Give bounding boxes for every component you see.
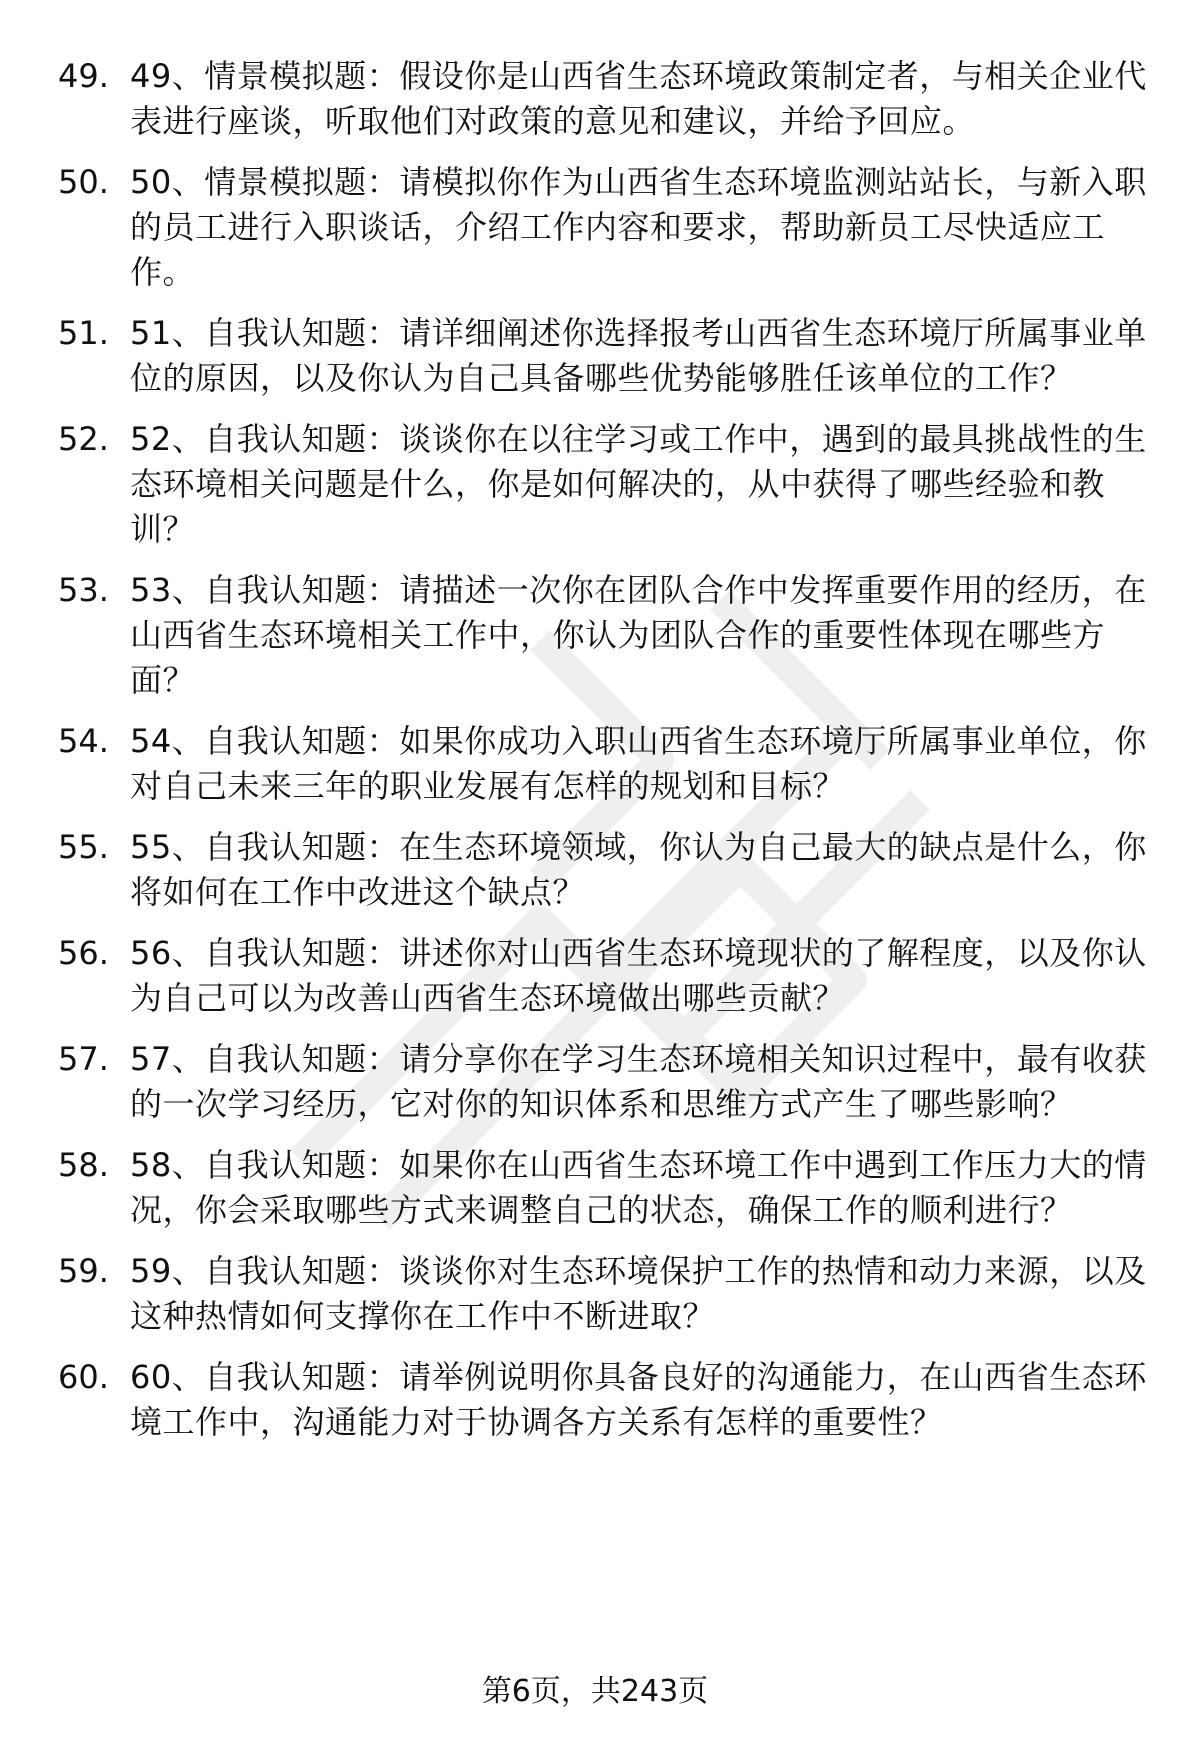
list-item [58,1249,1148,1339]
item-number: 56. [58,934,109,972]
item-text: 49、情景模拟题：假设你是山西省生态环境政策制定者，与相关企业代表进行座谈，听取他们对政策的意见和建议，并给予回应。 [130,57,1147,140]
item-text: 55、自我认知题：在生态环境领域，你认为自己最大的缺点是什么，你将如何在工作中改进这个缺点？ [130,828,1147,911]
item-text: 53、自我认知题：请描述一次你在团队合作中发挥重要作用的经历，在山西省生态环境相关工作中，你认为团队合作的重要性体现在哪些方面？ [130,571,1147,699]
item-number: 55. [58,828,109,866]
item-number: 54. [58,722,109,760]
page-number-label: 第6页，共243页 [481,1674,709,1709]
item-number: 60. [58,1358,109,1396]
list-item [58,825,1148,915]
list-item [58,417,1148,552]
item-text: 54、自我认知题：如果你成功入职山西省生态环境厅所属事业单位，你对自己未来三年的职业发展有怎样的规划和目标？ [130,722,1147,805]
list-item [58,1355,1148,1445]
page-footer [0,1672,1190,1712]
item-text: 60、自我认知题：请举例说明你具备良好的沟通能力，在山西省生态环境工作中，沟通能力对于协调各方关系有怎样的重要性？ [130,1358,1147,1441]
item-number: 58. [58,1146,109,1184]
list-item [58,54,1148,144]
item-number: 59. [58,1252,109,1290]
list-item [58,1037,1148,1127]
item-text: 59、自我认知题：谈谈你对生态环境保护工作的热情和动力来源，以及这种热情如何支撑你在工作中不断进取？ [130,1252,1147,1335]
item-text: 56、自我认知题：讲述你对山西省生态环境现状的了解程度，以及你认为自己可以为改善山西省生态环境做出哪些贡献？ [130,934,1147,1017]
item-text: 52、自我认知题：谈谈你在以往学习或工作中，遇到的最具挑战性的生态环境相关问题是什么，你是如何解决的，从中获得了哪些经验和教训？ [130,420,1147,548]
item-text: 50、情景模拟题：请模拟你作为山西省生态环境监测站站长，与新入职的员工进行入职谈话，介绍工作内容和要求，帮助新员工尽快适应工作。 [130,163,1147,291]
list-item [58,311,1148,401]
list-item [58,931,1148,1021]
list-item [58,1143,1148,1233]
list-item [58,160,1148,295]
item-number: 51. [58,314,109,352]
item-number: 57. [58,1040,109,1078]
item-number: 53. [58,571,109,609]
list-item [58,568,1148,703]
item-text: 51、自我认知题：请详细阐述你选择报考山西省生态环境厅所属事业单位的原因，以及你认为自己具备哪些优势能够胜任该单位的工作？ [130,314,1147,397]
item-number: 52. [58,420,109,458]
item-number: 49. [58,57,109,95]
item-number: 50. [58,163,109,201]
list-item [58,719,1148,809]
question-list [58,54,1148,1461]
item-text: 58、自我认知题：如果你在山西省生态环境工作中遇到工作压力大的情况，你会采取哪些方式来调整自己的状态，确保工作的顺利进行？ [130,1146,1147,1229]
item-text: 57、自我认知题：请分享你在学习生态环境相关知识过程中，最有收获的一次学习经历，它对你的知识体系和思维方式产生了哪些影响？ [130,1040,1147,1123]
